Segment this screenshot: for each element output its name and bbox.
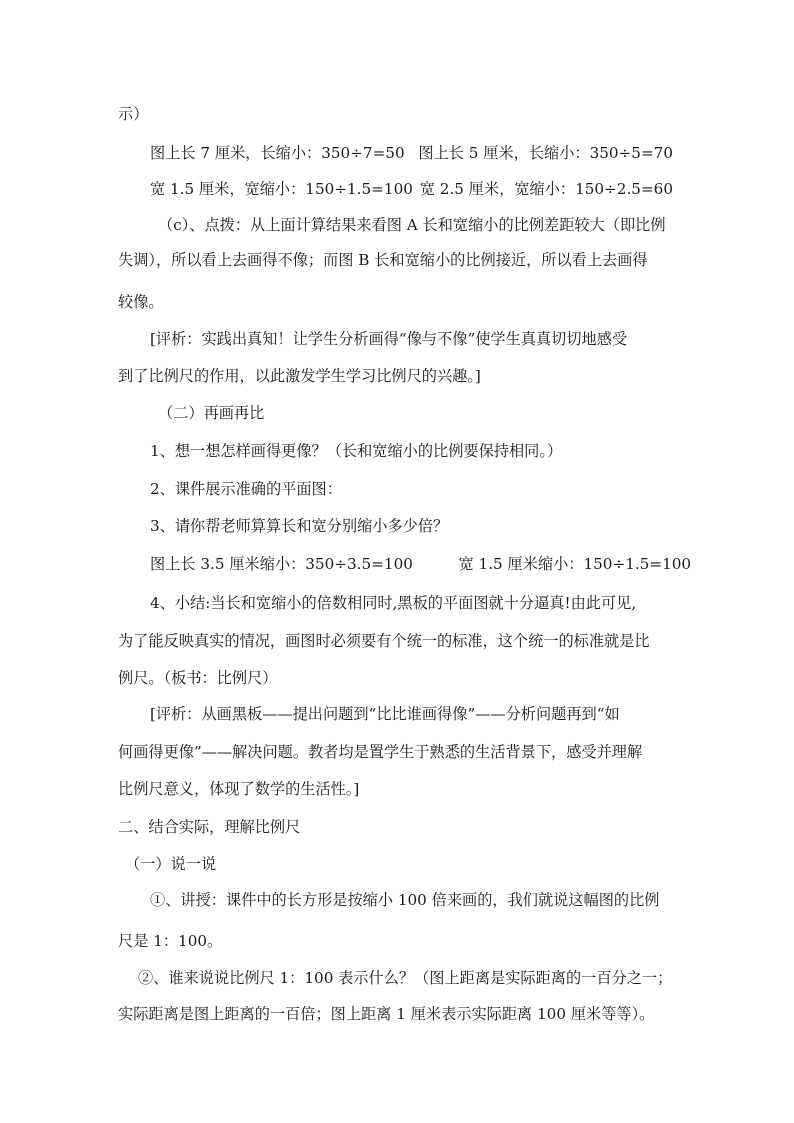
text-line: 失调），所以看上去画得不像；而图 B 长和宽缩小的比例接近，所以看上去画得: [118, 251, 648, 269]
text-line: 2、课件展示准确的平面图：: [150, 480, 342, 498]
comment-line: 到了比例尺的作用，以此激发学生学习比例尺的兴趣。]: [118, 367, 481, 385]
calc-length-a: 图上长 7 厘米，长缩小：350÷7=50: [150, 144, 405, 162]
calc-width-b: 宽 2.5 厘米，宽缩小：150÷2.5=60: [419, 180, 673, 198]
calc-row-scale: [150, 554, 692, 574]
calc-row-width-a-b: [150, 179, 673, 199]
text-line: ①、讲授：课件中的长方形是按缩小 100 倍来画的，我们就说这幅图的比例: [150, 891, 660, 909]
text-line: 为了能反映真实的情况，画图时必须要有个统一的标准，这个统一的标准就是比: [118, 632, 650, 650]
comment-line: 何画得更像”——解决问题。教者均是置学生于熟悉的生活背景下，感受并理解: [118, 743, 643, 761]
comment-line: 比例尺意义，体现了数学的生活性。]: [118, 780, 360, 798]
text-line: （c）、点拨：从上面计算结果来看图 A 长和宽缩小的比例差距较大（即比例: [158, 216, 666, 234]
calc-row-length-a-b: [150, 143, 673, 163]
calc-width-scale: 宽 1.5 厘米缩小：150÷1.5=100: [458, 555, 692, 573]
text-line: 4、小结:当长和宽缩小的倍数相同时,黑板的平面图就十分逼真!由此可见,: [150, 594, 637, 612]
text-line: 实际距离是图上距离的一百倍；图上距离 1 厘米表示实际距离 100 厘米等等）。: [118, 1005, 655, 1023]
text-line: 尺是 1：100。: [118, 932, 223, 950]
subsection-heading: （一）说一说: [125, 855, 217, 873]
text-line: 例尺。（板书：比例尺）: [118, 669, 278, 687]
text-line: 3、请你帮老师算算长和宽分别缩小多少倍？: [150, 517, 449, 535]
calc-length-b: 图上长 5 厘米，长缩小：350÷5=70: [418, 144, 673, 162]
text-line: 1、想一想怎样画得更像？（长和宽缩小的比例要保持相同。）: [150, 442, 563, 460]
calc-width-a: 宽 1.5 厘米，宽缩小：150÷1.5=100: [150, 180, 413, 198]
text-line: ②、谁来说说比例尺 1：100 表示什么？（图上距离是实际距离的一百分之一；: [138, 969, 673, 987]
comment-line: [评析：从画黑板——提出问题到“比比谁画得像”——分析问题再到“如: [150, 705, 620, 723]
text-line: 示）: [118, 105, 149, 123]
text-line: 较像。: [118, 293, 164, 311]
section-heading: 二、结合实际，理解比例尺: [118, 818, 301, 836]
comment-line: [评析：实践出真知！让学生分析画得“像与不像”使学生真真切切地感受: [150, 330, 628, 348]
section-heading: （二）再画再比: [158, 404, 265, 422]
calc-length-scale: 图上长 3.5 厘米缩小：350÷3.5=100: [150, 555, 413, 573]
